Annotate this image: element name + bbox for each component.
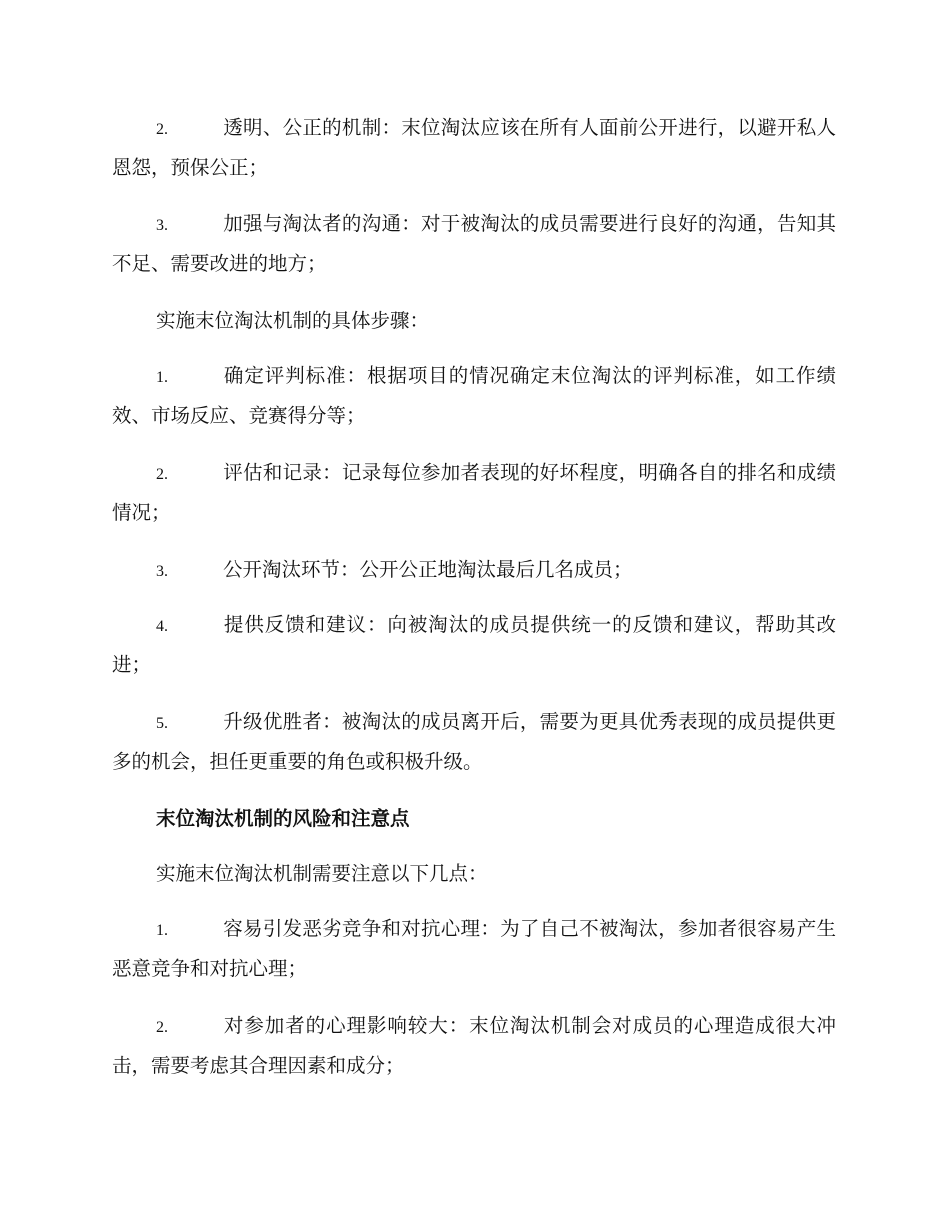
list-number: 4. bbox=[156, 618, 168, 635]
list-text: 确定评判标准：根据项目的情况确定末位淘汰的评判标准，如工作绩效、市场反应、竞赛得分等； bbox=[112, 364, 836, 427]
list-item bbox=[112, 109, 836, 187]
list-text: 评估和记录：记录每位参加者表现的好坏程度，明确各自的排名和成绩情况； bbox=[112, 461, 836, 524]
list-text: 加强与淘汰者的沟通：对于被淘汰的成员需要进行良好的沟通，告知其不足、需要改进的地方； bbox=[112, 212, 836, 275]
list-item bbox=[112, 551, 836, 591]
list-number: 2. bbox=[156, 466, 168, 483]
list-item bbox=[112, 205, 836, 283]
list-text: 升级优胜者：被淘汰的成员离开后，需要为更具优秀表现的成员提供更多的机会，担任更重要的角色或积极升级。 bbox=[112, 710, 836, 773]
list-text: 公开淘汰环节：公开公正地淘汰最后几名成员； bbox=[223, 558, 633, 581]
list-number: 1. bbox=[156, 922, 168, 939]
list-item bbox=[112, 1007, 836, 1085]
list-text: 透明、公正的机制：末位淘汰应该在所有人面前公开进行，以避开私人恩怨，预保公正； bbox=[112, 116, 836, 179]
paragraph: 实施末位淘汰机制的具体步骤： bbox=[156, 309, 430, 332]
list-text: 容易引发恶劣竞争和对抗心理：为了自己不被淘汰，参加者很容易产生恶意竞争和对抗心理； bbox=[112, 917, 836, 980]
list-text: 对参加者的心理影响较大：末位淘汰机制会对成员的心理造成很大冲击，需要考虑其合理因素和成分； bbox=[112, 1014, 836, 1077]
list-text: 提供反馈和建议：向被淘汰的成员提供统一的反馈和建议，帮助其改进； bbox=[112, 613, 836, 676]
list-item bbox=[112, 910, 836, 988]
list-number: 3. bbox=[156, 563, 168, 580]
section-heading: 末位淘汰机制的风险和注意点 bbox=[156, 807, 410, 830]
list-number: 5. bbox=[156, 715, 168, 732]
list-item bbox=[112, 703, 836, 781]
list-number: 2. bbox=[156, 1019, 168, 1036]
paragraph: 实施末位淘汰机制需要注意以下几点： bbox=[156, 862, 488, 885]
list-item bbox=[112, 357, 836, 435]
list-item bbox=[112, 454, 836, 532]
list-number: 1. bbox=[156, 369, 168, 386]
list-number: 3. bbox=[156, 217, 168, 234]
list-item bbox=[112, 606, 836, 684]
list-number: 2. bbox=[156, 121, 168, 138]
